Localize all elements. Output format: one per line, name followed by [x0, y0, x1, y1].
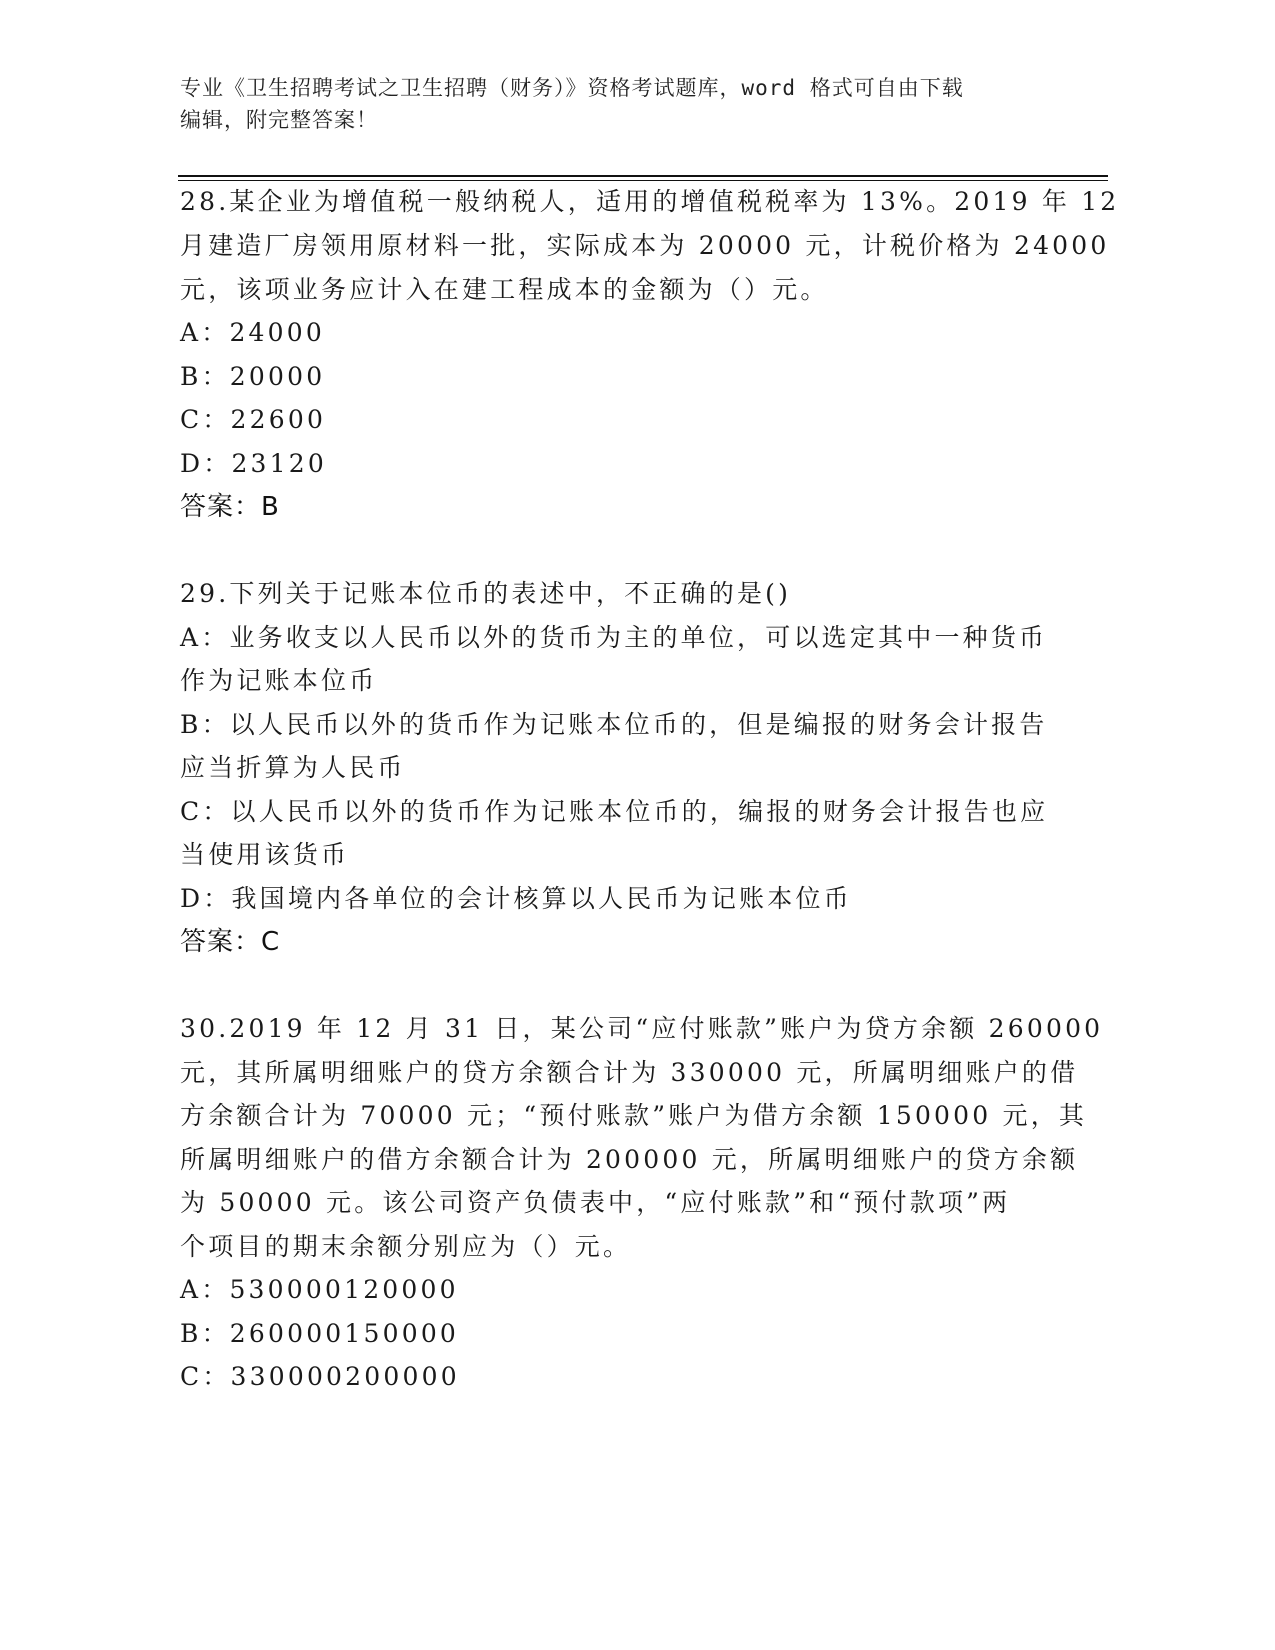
- question-29-stem-line-1: 29.下列关于记账本位币的表述中，不正确的是(): [180, 579, 792, 608]
- question-30-stem-line-5: 为 50000 元。该公司资产负债表中，“应付账款”和“预付款项”两: [180, 1188, 1011, 1217]
- question-29-option-a-line-1: A：业务收支以人民币以外的货币为主的单位，可以选定其中一种货币: [180, 623, 1048, 652]
- question-30-option-b: B：260000150000: [180, 1319, 460, 1348]
- question-30-stem-line-6: 个项目的期末余额分别应为（）元。: [180, 1232, 632, 1261]
- question-29-option-c-line-1: C：以人民币以外的货币作为记账本位币的，编报的财务会计报告也应: [180, 797, 1049, 826]
- question-28-option-a: A：24000: [180, 318, 325, 347]
- question-28-stem-line-1: 28.某企业为增值税一般纳税人，适用的增值税税率为 13%。2019 年 12: [180, 187, 1120, 216]
- question-29-option-c-line-2: 当使用该货币: [180, 840, 350, 869]
- header-line-2: 编辑，附完整答案！: [180, 108, 378, 132]
- question-28-stem-line-3: 元，该项业务应计入在建工程成本的金额为（）元。: [180, 275, 829, 304]
- question-28-option-c: C：22600: [180, 405, 327, 434]
- question-28-answer: 答案：B: [180, 492, 280, 522]
- header-line-1: 专业《卫生招聘考试之卫生招聘（财务）》资格考试题库，word 格式可自由下载: [180, 76, 964, 100]
- question-29-option-b-line-1: B：以人民币以外的货币作为记账本位币的，但是编报的财务会计报告: [180, 710, 1048, 739]
- question-30-stem-line-4: 所属明细账户的借方余额合计为 200000 元，所属明细账户的贷方余额: [180, 1145, 1079, 1174]
- question-28-option-d: D：23120: [180, 449, 327, 478]
- question-29-option-d: D：我国境内各单位的会计核算以人民币为记账本位币: [180, 884, 852, 913]
- question-30-stem-line-1: 30.2019 年 12 月 31 日，某公司“应付账款”账户为贷方余额 260000: [180, 1014, 1104, 1043]
- document-header: [180, 72, 1040, 136]
- question-30-option-c: C：330000200000: [180, 1362, 460, 1391]
- header-divider-thick: [178, 175, 1108, 177]
- question-28-stem-line-2: 月建造厂房领用原材料一批，实际成本为 20000 元，计税价格为 24000: [180, 231, 1110, 260]
- question-29-option-b-line-2: 应当折算为人民币: [180, 753, 406, 782]
- question-29-option-a-line-2: 作为记账本位币: [180, 666, 378, 695]
- question-30-stem-line-2: 元，其所属明细账户的贷方余额合计为 330000 元，所属明细账户的借: [180, 1058, 1079, 1087]
- question-29-answer: 答案：C: [180, 927, 281, 957]
- question-28-option-b: B：20000: [180, 362, 326, 391]
- question-30-stem-line-3: 方余额合计为 70000 元；“预付账款”账户为借方余额 150000 元，其: [180, 1101, 1088, 1130]
- question-30-option-a: A：530000120000: [180, 1275, 459, 1304]
